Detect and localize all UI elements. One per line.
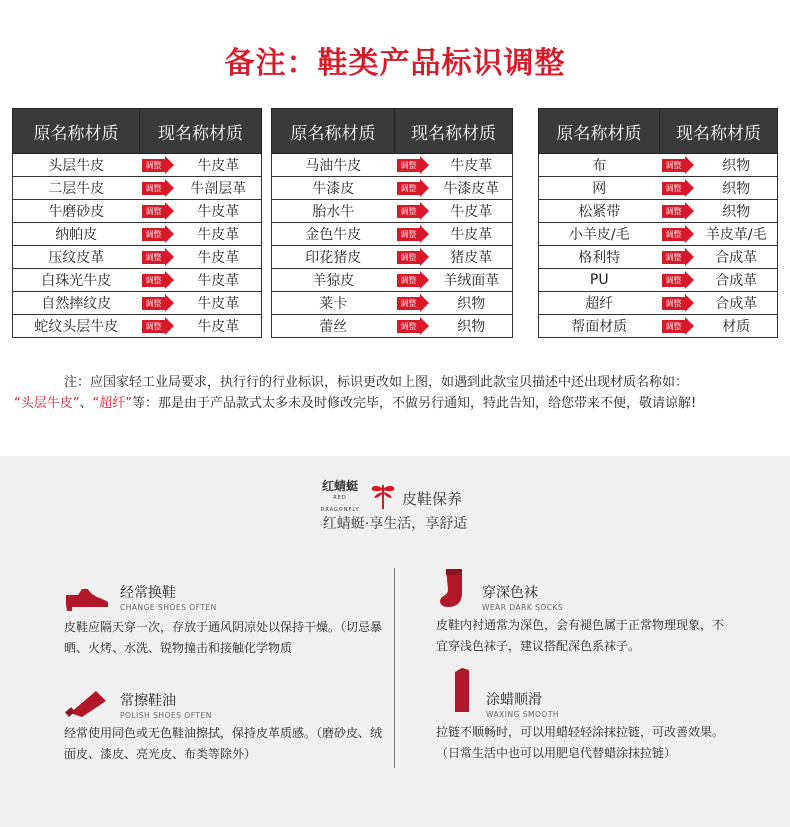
wax-stick-icon	[452, 668, 472, 718]
current-material: 羊皮革/毛	[696, 223, 778, 246]
original-material: 蕾丝	[272, 315, 395, 338]
highlight-term-1: “头层牛皮”	[14, 396, 80, 411]
arrow-right-icon: 调整	[142, 320, 174, 333]
header-current: 现名称材质	[660, 109, 778, 154]
adjust-arrow	[140, 246, 176, 269]
tip-waxing	[436, 668, 726, 764]
adjust-arrow	[140, 269, 176, 292]
arrow-right-icon: 调整	[142, 159, 174, 172]
arrow-right-icon: 调整	[662, 251, 694, 264]
tip-title: 涂蜡顺滑	[486, 692, 542, 708]
table-row	[13, 154, 262, 177]
current-material: 羊绒面革	[431, 269, 513, 292]
tip-subtitle: WEAR DARK SOCKS	[482, 603, 564, 612]
original-material: 莱卡	[272, 292, 395, 315]
original-material: 压纹皮革	[13, 246, 140, 269]
table-row	[539, 154, 778, 177]
current-material: 织物	[696, 177, 778, 200]
sock-icon	[436, 567, 472, 613]
header-original: 原名称材质	[13, 109, 140, 154]
original-material: 小羊皮/毛	[539, 223, 660, 246]
original-material: 帮面材质	[539, 315, 660, 338]
table-row	[13, 269, 262, 292]
tip-dark-socks	[436, 567, 726, 657]
tip-body: 拉链不顺畅时，可以用蜡轻轻涂抹拉链，可改善效果。（日常生活中也可以用肥皂代替蜡涂抹拉链）	[436, 725, 725, 760]
table-row	[272, 269, 513, 292]
table-row	[272, 246, 513, 269]
original-material: 羊猄皮	[272, 269, 395, 292]
arrow-right-icon: 调整	[397, 297, 429, 310]
adjust-arrow	[395, 246, 431, 269]
table-row	[539, 246, 778, 269]
current-material: 织物	[431, 315, 513, 338]
tip-subtitle: WAXING SMOOTH	[486, 710, 560, 719]
notice-text	[14, 372, 778, 414]
current-material: 织物	[431, 292, 513, 315]
original-material: 布	[539, 154, 660, 177]
shoe-icon	[64, 587, 110, 617]
page-title: 备注：鞋类产品标识调整	[224, 46, 566, 81]
arrow-right-icon: 调整	[142, 182, 174, 195]
adjust-arrow	[395, 223, 431, 246]
adjust-arrow	[660, 177, 696, 200]
brand-slogan: 红蜻蜓·享生活，享舒适	[322, 516, 468, 532]
table-row	[13, 223, 262, 246]
table-row	[13, 177, 262, 200]
table-row	[539, 292, 778, 315]
original-material: 网	[539, 177, 660, 200]
table-row	[272, 154, 513, 177]
tip-change-shoes	[64, 585, 384, 659]
adjust-arrow	[660, 292, 696, 315]
table-row	[13, 200, 262, 223]
arrow-right-icon: 调整	[662, 320, 694, 333]
notice-rest: 等：那是由于产品款式太多未及时修改完毕，不做另行通知，特此告知，给您带来不便，敬请谅解!	[131, 396, 697, 411]
material-table-2	[271, 108, 513, 338]
original-material: 牛漆皮	[272, 177, 395, 200]
current-material: 织物	[696, 200, 778, 223]
current-material: 牛漆皮革	[431, 177, 513, 200]
adjust-arrow	[140, 154, 176, 177]
care-title: 皮鞋保养	[402, 489, 463, 508]
table-row	[272, 315, 513, 338]
adjust-arrow	[395, 177, 431, 200]
header-original: 原名称材质	[539, 109, 660, 154]
brand-header	[316, 480, 462, 516]
adjust-arrow	[395, 315, 431, 338]
original-material: 蛇纹头层牛皮	[13, 315, 140, 338]
arrow-right-icon: 调整	[397, 205, 429, 218]
table-row	[272, 223, 513, 246]
original-material: 纳帕皮	[13, 223, 140, 246]
tip-title: 常擦鞋油	[120, 693, 176, 709]
arrow-right-icon: 调整	[662, 228, 694, 241]
original-material: 马油牛皮	[272, 154, 395, 177]
original-material: 二层牛皮	[13, 177, 140, 200]
current-material: 牛皮革	[431, 154, 513, 177]
adjust-arrow	[395, 200, 431, 223]
header-original: 原名称材质	[272, 109, 395, 154]
tip-subtitle: POLISH SHOES OFTEN	[120, 711, 212, 720]
adjust-arrow	[660, 246, 696, 269]
separator: 、	[79, 396, 93, 411]
adjust-arrow	[140, 223, 176, 246]
current-material: 牛皮革	[431, 223, 513, 246]
arrow-right-icon: 调整	[662, 297, 694, 310]
arrow-right-icon: 调整	[142, 274, 174, 287]
adjust-arrow	[660, 200, 696, 223]
table-row	[272, 200, 513, 223]
table-row	[13, 246, 262, 269]
original-material: 自然摔纹皮	[13, 292, 140, 315]
current-material: 合成革	[696, 269, 778, 292]
arrow-right-icon: 调整	[397, 274, 429, 287]
tip-body: 皮鞋应隔天穿一次，存放于通风阴凉处以保持干燥。（切忌暴晒、火烤、水洗、锐物撞击和接触化学物质	[64, 620, 383, 655]
material-table-1	[12, 108, 262, 338]
adjust-arrow	[140, 315, 176, 338]
adjust-arrow	[140, 177, 176, 200]
polish-tube-icon	[64, 687, 110, 721]
arrow-right-icon: 调整	[662, 274, 694, 287]
material-table-3	[538, 108, 778, 338]
current-material: 材质	[696, 315, 778, 338]
dragonfly-icon	[368, 481, 398, 515]
original-material: 超纤	[539, 292, 660, 315]
brand-logo: 红蜻蜓 RED DRAGONFLY	[320, 479, 360, 513]
arrow-right-icon: 调整	[142, 205, 174, 218]
arrow-right-icon: 调整	[397, 182, 429, 195]
current-material: 织物	[696, 154, 778, 177]
original-material: 金色牛皮	[272, 223, 395, 246]
original-material: 头层牛皮	[13, 154, 140, 177]
original-material: 印花猪皮	[272, 246, 395, 269]
arrow-right-icon: 调整	[397, 320, 429, 333]
table-row	[539, 315, 778, 338]
arrow-right-icon: 调整	[142, 297, 174, 310]
current-material: 牛皮革	[431, 200, 513, 223]
arrow-right-icon: 调整	[662, 205, 694, 218]
adjust-arrow	[395, 292, 431, 315]
table-row	[539, 223, 778, 246]
arrow-right-icon: 调整	[397, 228, 429, 241]
header-current: 现名称材质	[395, 109, 513, 154]
table-row	[13, 292, 262, 315]
original-material: PU	[539, 269, 660, 292]
original-material: 格利特	[539, 246, 660, 269]
current-material: 牛皮革	[176, 315, 262, 338]
arrow-right-icon: 调整	[397, 159, 429, 172]
current-material: 牛剖层革	[176, 177, 262, 200]
adjust-arrow	[395, 269, 431, 292]
original-material: 松紧带	[539, 200, 660, 223]
arrow-right-icon: 调整	[397, 251, 429, 264]
adjust-arrow	[140, 292, 176, 315]
current-material: 牛皮革	[176, 269, 262, 292]
arrow-right-icon: 调整	[662, 159, 694, 172]
tip-polish-shoes	[64, 685, 384, 765]
current-material: 合成革	[696, 246, 778, 269]
tip-body: 经常使用同色或无色鞋油擦拭，保持皮革质感。（磨砂皮、绒面皮、漆皮、亮光皮、布类等除外）	[64, 726, 383, 761]
current-material: 牛皮革	[176, 292, 262, 315]
table-row	[272, 292, 513, 315]
adjust-arrow	[660, 315, 696, 338]
adjust-arrow	[140, 200, 176, 223]
arrow-right-icon: 调整	[142, 228, 174, 241]
table-row	[13, 315, 262, 338]
tip-subtitle: CHANGE SHOES OFTEN	[120, 603, 217, 612]
current-material: 牛皮革	[176, 154, 262, 177]
header-current: 现名称材质	[140, 109, 262, 154]
original-material: 牛磨砂皮	[13, 200, 140, 223]
adjust-arrow	[660, 223, 696, 246]
current-material: 牛皮革	[176, 223, 262, 246]
adjust-arrow	[660, 154, 696, 177]
current-material: 合成革	[696, 292, 778, 315]
original-material: 胎水牛	[272, 200, 395, 223]
highlight-term-2: “超纤”	[92, 396, 132, 411]
notice-line-1: 注：应国家轻工业局要求，执行行的行业标识，标识更改如上图，如遇到此款宝贝描述中还出现材质名称如：	[64, 375, 689, 390]
notice-line-2	[14, 393, 778, 414]
table-row	[539, 200, 778, 223]
current-material: 猪皮革	[431, 246, 513, 269]
tip-title: 经常换鞋	[120, 585, 176, 601]
tip-title: 穿深色袜	[482, 585, 538, 601]
arrow-right-icon: 调整	[142, 251, 174, 264]
original-material: 白珠光牛皮	[13, 269, 140, 292]
table-row	[272, 177, 513, 200]
adjust-arrow	[395, 154, 431, 177]
section-divider	[394, 568, 395, 768]
arrow-right-icon: 调整	[662, 182, 694, 195]
current-material: 牛皮革	[176, 246, 262, 269]
current-material: 牛皮革	[176, 200, 262, 223]
adjust-arrow	[660, 269, 696, 292]
tip-body: 皮鞋内衬通常为深色，会有褪色属于正常物理现象，不宜穿浅色袜子，建议搭配深色系袜子。	[436, 618, 725, 653]
table-row	[539, 269, 778, 292]
table-row	[539, 177, 778, 200]
